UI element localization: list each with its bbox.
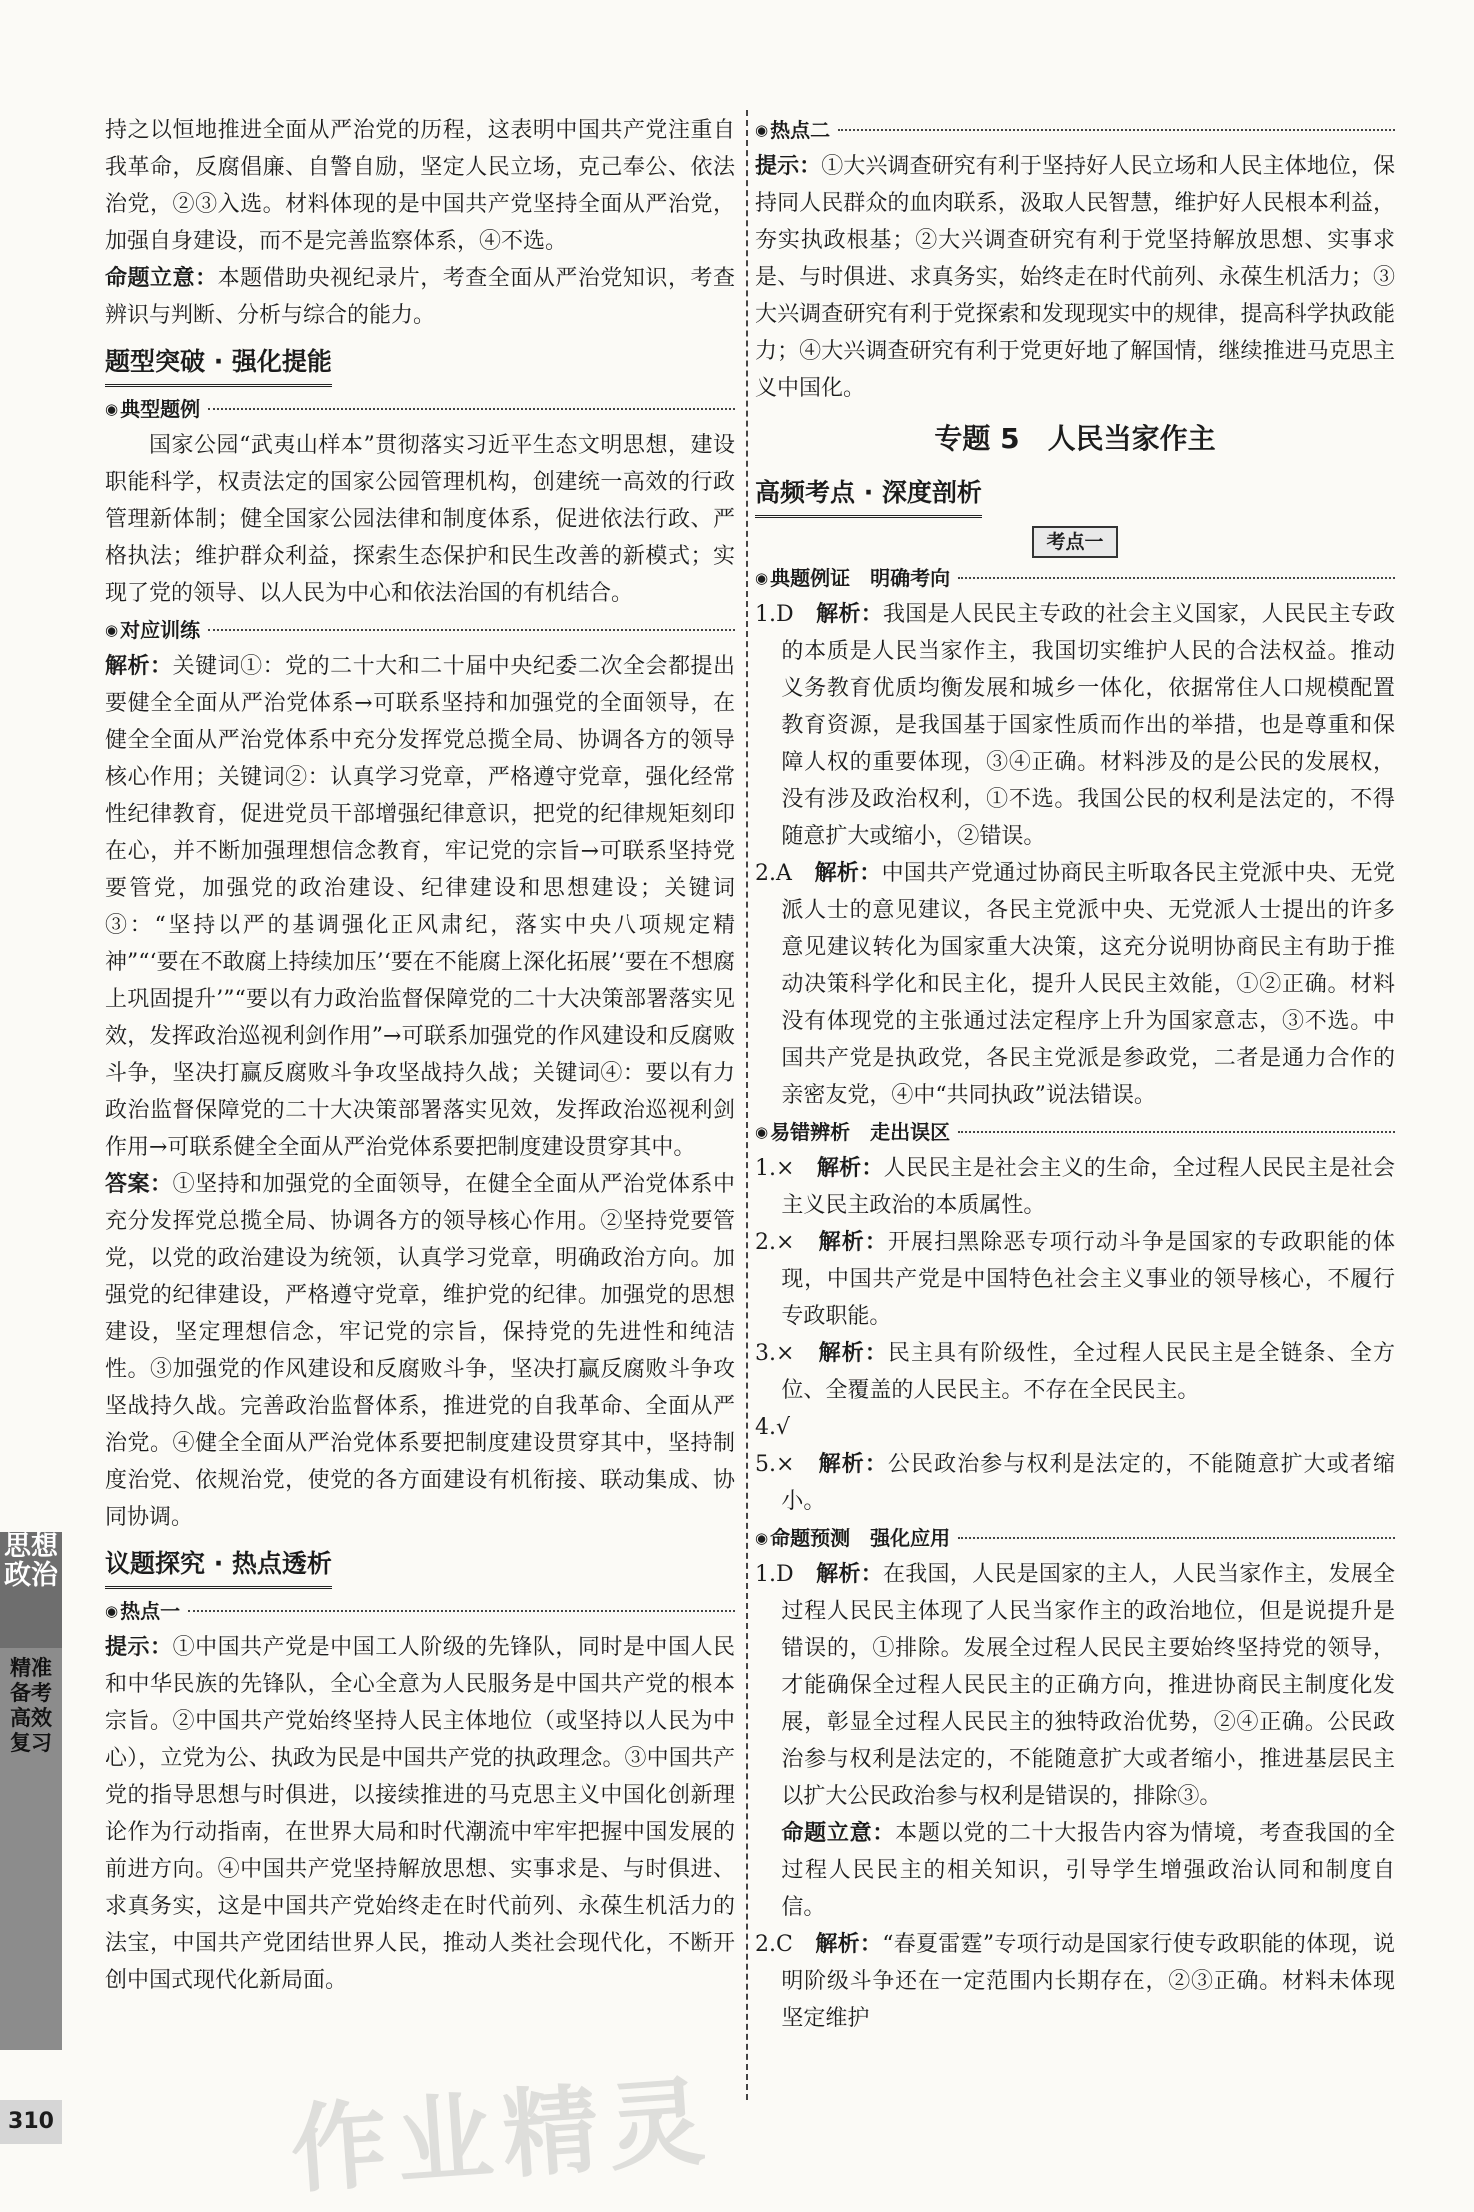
- bullet-icon: ◉: [755, 1529, 769, 1547]
- analysis-label: 解析：: [814, 861, 882, 886]
- predict-heading-text: 命题预测 强化应用: [770, 1526, 951, 1550]
- answer-number: 1.D: [755, 1562, 817, 1587]
- answer-number: 2.A: [755, 861, 815, 886]
- bullet-icon: ◉: [105, 400, 119, 418]
- example-heading-text: 典型题例: [120, 397, 201, 421]
- hot1-text: ①中国共产党是中国工人阶级的先锋队，同时是中国人民和中华民族的先锋队，全心全意为人民服务是中国共产党的根本宗旨。②中国共产党始终坚持人民主体地位（或坚持以人民为中心），立党为公、执政为民是中国共产党的执政理念。③中国共产党的指导思想与时俱进，以接续推进的马克思主义中国化创新理论作为行动指南，在世界大局和时代潮流中牢牢把握中国发展的前进方向。④中国共产党坚持解放思想、实事求是、与时俱进、求真务实，这是中国共产党始终走在时代前列、永葆生机活力的法宝，中国共产党团结世界人民，推动人类社会现代化，不断开创中国式现代化新局面。: [105, 1635, 735, 1993]
- bullet-icon: ◉: [755, 1123, 769, 1141]
- answer-text: 中国共产党通过协商民主听取各民主党派中央、无党派人士的意见建议，各民主党派中央、无党派人士提出的许多意见建议转化为国家重大决策，这充分说明协商民主有助于推动决策科学化和民主化，提升人民民主效能，①②正确。材料没有体现党的主张通过法定程序上升为国家意志，③不选。中国共产党是执政党，各民主党派是参政党，二者是通力合作的亲密友党，④中“共同执政”说法错误。: [781, 861, 1395, 1108]
- hot1-heading: [105, 1593, 735, 1629]
- section-title-practice: 题型突破 · 强化提能: [105, 340, 332, 387]
- analysis-label: 解析：: [818, 1341, 888, 1366]
- analysis-label: 解析：: [816, 1156, 884, 1181]
- intent-paragraph: [105, 260, 735, 334]
- bullet-icon: ◉: [755, 121, 769, 139]
- dotted-leader: [208, 629, 735, 631]
- answer-text: “春夏雷霆”专项行动是国家行使专政职能的体现，说明阶级斗争还在一定范围内长期存在，②③正确。材料未体现坚定维护: [781, 1932, 1395, 2031]
- analysis-label: 解析：: [815, 1932, 883, 1957]
- answer-text: 人民民主是社会主义的生命，全过程人民民主是社会主义民主政治的本质属性。: [781, 1156, 1395, 1218]
- bullet-icon: ◉: [105, 1602, 119, 1620]
- example-answer-2: [755, 855, 1395, 1114]
- hot2-heading: [755, 112, 1395, 148]
- section-title-analysis: 高频考点 · 深度剖析: [755, 471, 982, 518]
- right-column: [755, 112, 1395, 2037]
- bullet-icon: ◉: [105, 621, 119, 639]
- page-number: 310: [0, 2100, 62, 2144]
- example-answer-1: [755, 596, 1395, 855]
- kaodian-badge: [755, 526, 1395, 558]
- mistake-heading-text: 易错辨析 走出误区: [770, 1120, 951, 1144]
- predict-heading: [755, 1520, 1395, 1556]
- intent-label: 命题立意：: [105, 266, 218, 291]
- hot2-paragraph: [755, 148, 1395, 407]
- hint-label: 提示：: [755, 154, 822, 179]
- answer-number: 2.×: [755, 1230, 819, 1255]
- hot1-paragraph: [105, 1629, 735, 1999]
- predict-intent: [755, 1815, 1395, 1926]
- example-paragraph: 国家公园“武夷山样本”贯彻落实习近平生态文明思想，建设职能科学，权责法定的国家公园管理机构，创建统一高效的行政管理新体制；健全国家公园法律和制度体系，促进依法行政、严格执法；维护群众利益，探索生态保护和民生改善的新模式；实现了党的领导、以人民为中心和依法治国的有机结合。: [105, 433, 735, 606]
- hint-label: 提示：: [105, 1635, 173, 1660]
- example-heading: [105, 391, 735, 427]
- predict-answer-2: [755, 1926, 1395, 2037]
- example-heading-text: 典题例证 明确考向: [770, 566, 951, 590]
- analysis-label: 解析：: [818, 1452, 888, 1477]
- answer-number: 5.×: [755, 1452, 819, 1477]
- training-heading: [105, 612, 735, 648]
- dotted-leader: [208, 408, 735, 410]
- hot2-heading-text: 热点二: [770, 118, 831, 142]
- dotted-leader: [838, 129, 1395, 131]
- answer-text: 民主具有阶级性，全过程人民民主是全链条、全方位、全覆盖的人民民主。不存在全民民主。: [781, 1341, 1395, 1403]
- hot2-text: ①大兴调查研究有利于坚持好人民立场和人民主体地位，保持同人民群众的血肉联系，汲取人民智慧，维护好人民根本利益，夯实执政根基；②大兴调查研究有利于党坚持解放思想、实事求是、与时俱进、求真务实，始终走在时代前列、永葆生机活力；③大兴调查研究有利于党探索和发现现实中的规律，提高科学执政能力；④大兴调查研究有利于党更好地了解国情，继续推进马克思主义中国化。: [755, 154, 1395, 401]
- section-title-hot: 议题探究 · 热点透析: [105, 1542, 332, 1589]
- answer-text: 开展扫黑除恶专项行动斗争是国家的专政职能的体现，中国共产党是中国特色社会主义事业的领导核心，不履行专政职能。: [781, 1230, 1395, 1329]
- intent-text: 本题借助央视纪录片，考查全面从严治党知识，考查辨识与判断、分析与综合的能力。: [105, 266, 735, 328]
- intro-paragraph: 持之以恒地推进全面从严治党的历程，这表明中国共产党注重自我革命，反腐倡廉、自警自励，坚定人民立场，克己奉公、依法治党，②③入选。材料体现的是中国共产党坚持全面从严治党，加强自身建设，而不是完善监察体系，④不选。: [105, 118, 735, 254]
- answer-number: 3.×: [755, 1341, 819, 1366]
- series-label: 精准备考 高效复习: [10, 1656, 73, 1755]
- topic-title: 专题 5 人民当家作主: [934, 422, 1216, 455]
- intent-text: 本题以党的二十大报告内容为情境，考查我国的全过程人民民主的相关知识，引导学生增强政治认同和制度自信。: [781, 1821, 1395, 1920]
- answer-text: 公民政治参与权利是法定的，不能随意扩大或者缩小。: [781, 1452, 1395, 1514]
- intent-label: 命题立意：: [781, 1821, 896, 1846]
- predict-answer-1: [755, 1556, 1395, 1815]
- mistake-item-2: [755, 1224, 1395, 1335]
- mistake-item-4: 4.√: [755, 1415, 791, 1440]
- watermark: 作业精灵: [287, 2065, 718, 2207]
- answer-number: 1.D: [755, 602, 817, 627]
- answer-paragraph: [105, 1166, 735, 1536]
- mistake-item-1: [755, 1150, 1395, 1224]
- analysis-label: 解析：: [816, 602, 883, 627]
- analysis-label: 解析：: [816, 1562, 883, 1587]
- hot1-heading-text: 热点一: [120, 1599, 181, 1623]
- answer-text: 我国是人民民主专政的社会主义国家，人民民主专政的本质是人民当家作主，我国切实维护人民的合法权益。推动义务教育优质均衡发展和城乡一体化，依据常住人口规模配置教育资源，是我国基于国家性质而作出的举措，也是尊重和保障人权的重要体现，③④正确。材料涉及的是公民的发展权，没有涉及政治权利，①不选。我国公民的权利是法定的，不得随意扩大或缩小，②错误。: [781, 602, 1395, 849]
- dotted-leader: [958, 577, 1395, 579]
- analysis-paragraph: [105, 648, 735, 1166]
- mistake-heading: [755, 1114, 1395, 1150]
- answer-number: 2.C: [755, 1932, 816, 1957]
- left-column: [105, 112, 735, 1999]
- mistake-item-5: [755, 1446, 1395, 1520]
- analysis-text: 关键词①：党的二十大和二十届中央纪委二次全会都提出要健全全面从严治党体系→可联系坚持和加强党的全面领导，在健全全面从严治党体系中充分发挥党总揽全局、协调各方的领导核心作用；关键词②：认真学习党章，严格遵守党章，强化经常性纪律教育，促进党员干部增强纪律意识，把党的纪律规矩刻印在心，并不断加强理想信念教育，牢记党的宗旨→可联系坚持党要管党，加强党的政治建设、纪律建设和思想建设；关键词③：“坚持以严的基调强化正风肃纪，落实中央八项规定精神”“‘要在不敢腐上持续加压’‘要在不能腐上深化拓展’‘要在不想腐上巩固提升’”“要以有力政治监督保障党的二十大决策部署落实见效，发挥政治巡视利剑作用”→可联系加强党的作风建设和反腐败斗争，坚决打赢反腐败斗争攻坚战持久战；关键词④：要以有力政治监督保障党的二十大决策部署落实见效，发挥政治巡视利剑作用→可联系健全全面从严治党体系要把制度建设贯穿其中。: [105, 654, 735, 1160]
- dotted-leader: [958, 1537, 1395, 1539]
- training-heading-text: 对应训练: [120, 618, 201, 642]
- example-heading: [755, 560, 1395, 596]
- answer-text: 在我国，人民是国家的主人，人民当家作主，发展全过程人民民主体现了人民当家作主的政治地位，但是说提升是错误的，①排除。发展全过程人民民主要始终坚持党的领导，才能确保全过程人民民主的正确方向，推进协商民主制度化发展，彰显全过程人民民主的独特政治优势，②④正确。公民政治参与权利是法定的，不能随意扩大或者缩小，推进基层民主以扩大公民政治参与权利是错误的，排除③。: [781, 1562, 1395, 1809]
- analysis-label: 解析：: [105, 654, 173, 679]
- subject-label: 思想政治: [0, 1532, 62, 1648]
- column-divider: [746, 110, 748, 2100]
- side-tab: [0, 1531, 73, 2050]
- answer-text: ①坚持和加强党的全面领导，在健全全面从严治党体系中充分发挥党总揽全局、协调各方的领导核心作用。②坚持党要管党，以党的政治建设为统领，认真学习党章，明确政治方向。加强党的纪律建设，严格遵守党章，维护党的纪律。加强党的思想建设，坚定理想信念，牢记党的宗旨，保持党的先进性和纯洁性。③加强党的作风建设和反腐败斗争，坚决打赢反腐败斗争攻坚战持久战。完善政治监督体系，推进党的自我革命、全面从严治党。④健全全面从严治党体系要把制度建设贯穿其中，坚持制度治党、依规治党，使党的各方面建设有机衔接、联动集成、协同协调。: [105, 1172, 735, 1530]
- answer-number: 1.×: [755, 1156, 817, 1181]
- analysis-label: 解析：: [818, 1230, 888, 1255]
- mistake-item-3: [755, 1335, 1395, 1409]
- dotted-leader: [188, 1610, 735, 1612]
- dotted-leader: [958, 1131, 1395, 1133]
- answer-label: 答案：: [105, 1172, 173, 1197]
- bullet-icon: ◉: [755, 569, 769, 587]
- kaodian-label: 考点一: [1032, 526, 1117, 558]
